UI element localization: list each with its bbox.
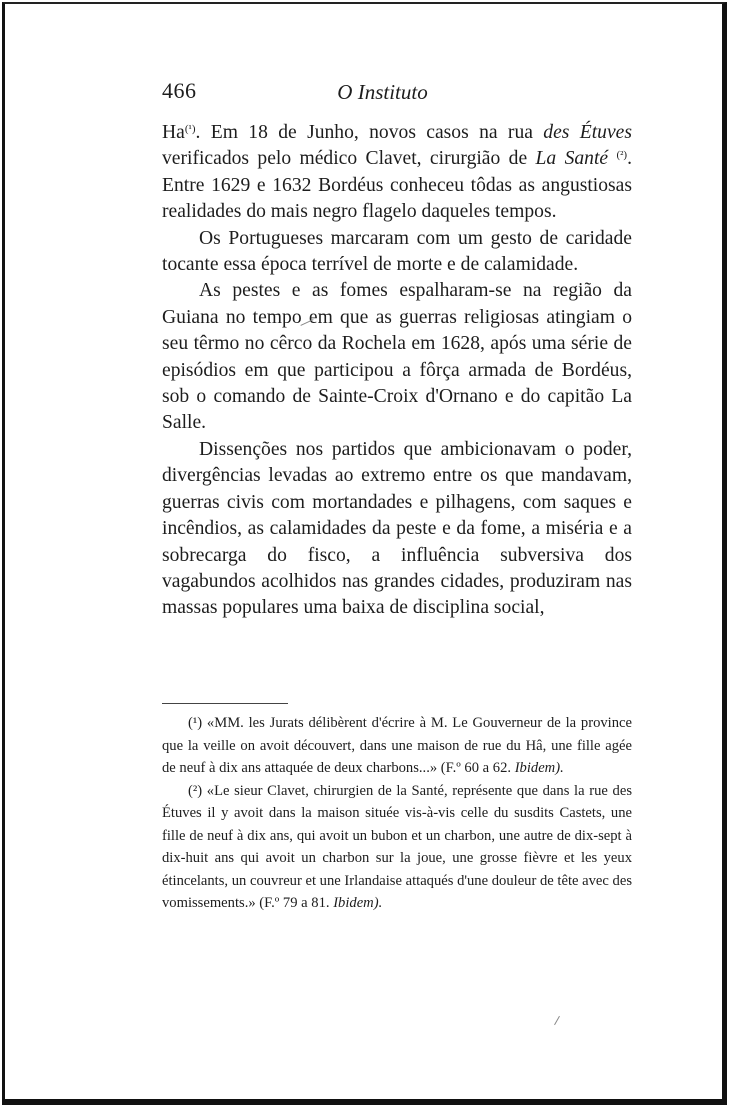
footnotes	[162, 712, 632, 915]
paragraph-1-text-b: . Em 18 de Junho, novos casos na rua	[195, 122, 544, 143]
paragraph-1-text-c: verificados pelo médico Clavet, cirurgião de	[162, 148, 536, 170]
footnote-2	[162, 780, 632, 915]
footnote-1-marker: (¹)	[188, 715, 203, 731]
footnote-ref-2: (²)	[616, 149, 628, 162]
paragraph-4: Dissenções nos partidos que ambicionavam o poder, divergências levadas ao extremo entre os que mandavam, guerras civis com mortandades e pilhagens, com saques e incêndios, as calamidades da peste e da fome, a miséria e a sobrecarga do fisco, a influência subversiva dos vagabundos acolhidos nas grandes cidades, produziram nas massas populares uma baixa de disciplina social,	[162, 438, 632, 619]
paragraph-1	[162, 120, 632, 226]
street-name-italic: des Étuves	[543, 122, 632, 143]
body-text	[162, 120, 632, 622]
running-head: O Instituto	[337, 80, 428, 104]
footnote-1-reference: Ibidem).	[514, 760, 564, 776]
page-number: 466	[162, 78, 197, 103]
paragraph-3: As pestes e as fomes espalharam-se na região da Guiana no tempo em que as guerras religiosas atingiam o seu têrmo no cêrco da Rochela em 1628, após uma série de episódios em que participou a fôrça armada de Bordéus, sob o comando de Sainte-Croix d'Ornano e do capitão La Salle.	[162, 280, 632, 434]
paragraph-2: Os Portugueses marcaram com um gesto de caridade tocante essa época terrível de morte e de calamidade.	[162, 227, 632, 276]
footnote-2-text: «Le sieur Clavet, chirurgien de la Santé, représente que dans la rue des Étuves il y avoit dans la maison située vis-à-vis celle du susdits Castets, une fille de neuf à dix ans, qui avoit un bubon et un charbon, une autre de dix-sept à dix-huit ans qui avoit un charbon sur la joue, une grosse fièvre et les yeux étincelants, un couvreur et une Irlandaise attaqués d'une douleur de tête avec des vomissements.» (F.º 79 a 81.	[162, 782, 632, 911]
footnote-1	[162, 712, 632, 780]
footnote-ref-1: (¹)	[184, 123, 196, 135]
footnote-2-marker: (²)	[188, 782, 203, 799]
paragraph-1-text-a: Ha	[162, 122, 185, 143]
paragraph-1-text-d: . Entre 1629 e 1632 Bordéus conheceu tôdas as angustiosas realidades do mais negro flagelo daqueles tempos.	[162, 148, 632, 223]
footnote-2-reference: Ibidem).	[333, 895, 383, 911]
footnote-divider	[162, 703, 288, 704]
hospital-name-italic: La Santé	[535, 148, 609, 170]
footnote-1-text: «MM. les Jurats délibèrent d'écrire à M. Le Gouverneur de la province que la veille on avoit découvert, dans une maison de rue du Hâ, une fille agée de neuf à dix ans attaquée de deux charbons...» (F.º 60 a 62.	[162, 715, 632, 776]
ink-mark	[554, 1016, 560, 1025]
